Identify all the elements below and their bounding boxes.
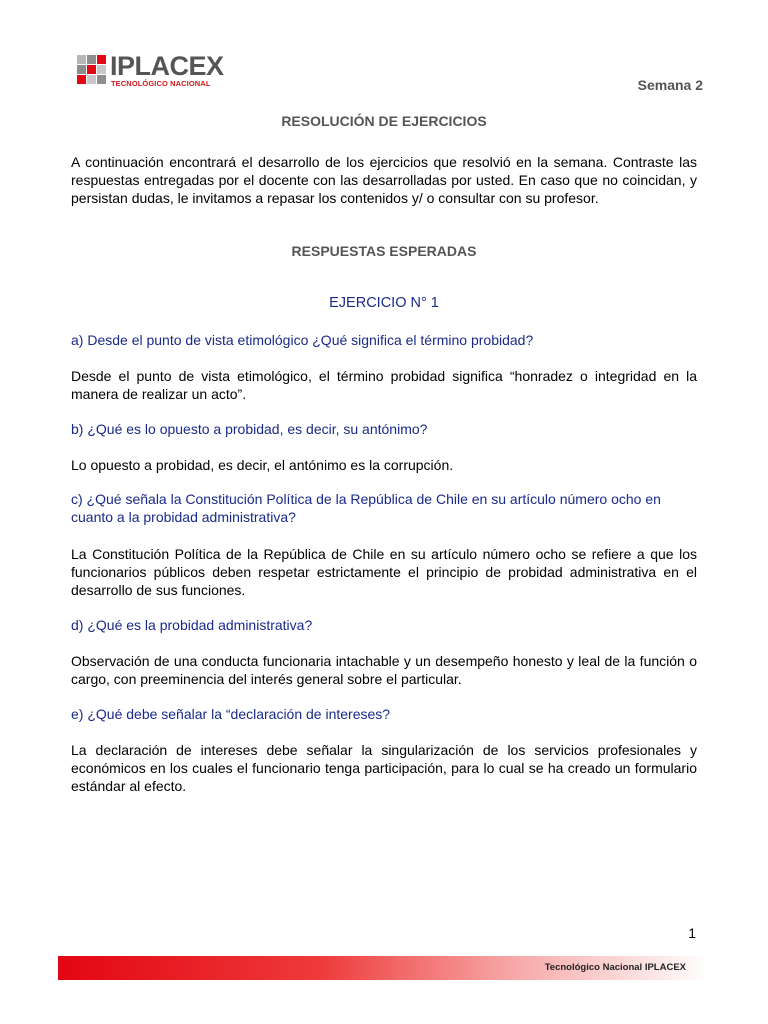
question-d: d) ¿Qué es la probidad administrativa? — [71, 617, 313, 633]
iplacex-logo — [77, 52, 247, 92]
answer-d: Observación de una conducta funcionaria intachable y un desempeño honesto y leal de la función o cargo, con preeminencia del interés general sobre el particular. — [71, 653, 697, 687]
footer-text: Tecnológico Nacional IPLACEX — [544, 962, 686, 973]
page-title: RESOLUCIÓN DE EJERCICIOS — [281, 113, 487, 129]
logo-squares-icon — [77, 55, 107, 85]
question-c: c) ¿Qué señala la Constitución Política de la República de Chile en su artículo número ocho en cuanto a la probidad administrativa? — [71, 491, 661, 525]
week-label: Semana 2 — [637, 77, 703, 93]
question-e: e) ¿Qué debe señalar la “declaración de intereses? — [71, 706, 391, 722]
answer-c: La Constitución Política de la República de Chile en su artículo número ocho se refiere a que los funcionarios públicos deben respetar estrictamente el principio de probidad administrativa en el desarrollo de sus funciones. — [71, 546, 697, 598]
section-title: RESPUESTAS ESPERADAS — [291, 243, 477, 259]
question-b: b) ¿Qué es lo opuesto a probidad, es decir, su antónimo? — [71, 421, 428, 437]
intro-paragraph: A continuación encontrará el desarrollo de los ejercicios que resolvió en la semana. Contraste las respuestas entregadas por el docente con las desarrolladas por usted. En caso que no coincidan, y persistan dudas, le invitamos a repasar los contenidos y/ o consultar con su profesor. — [71, 154, 697, 206]
answer-e: La declaración de intereses debe señalar la singularización de los servicios profesionales y económicos en los cuales el funcionario tenga participación, para lo cual se ha creado un formulario estándar al efecto. — [71, 742, 697, 794]
page-number: 1 — [688, 925, 696, 941]
logo-word: IPLACEX — [110, 51, 224, 81]
exercise-title: EJERCICIO N° 1 — [329, 295, 439, 311]
answer-b: Lo opuesto a probidad, es decir, el antónimo es la corrupción. — [71, 457, 454, 473]
answer-a: Desde el punto de vista etimológico, el término probidad significa “honradez o integridad en la manera de realizar un acto”. — [71, 368, 697, 402]
question-a: a) Desde el punto de vista etimológico ¿Qué significa el término probidad? — [71, 332, 534, 348]
logo-subtitle: TECNOLÓGICO NACIONAL — [111, 79, 211, 88]
